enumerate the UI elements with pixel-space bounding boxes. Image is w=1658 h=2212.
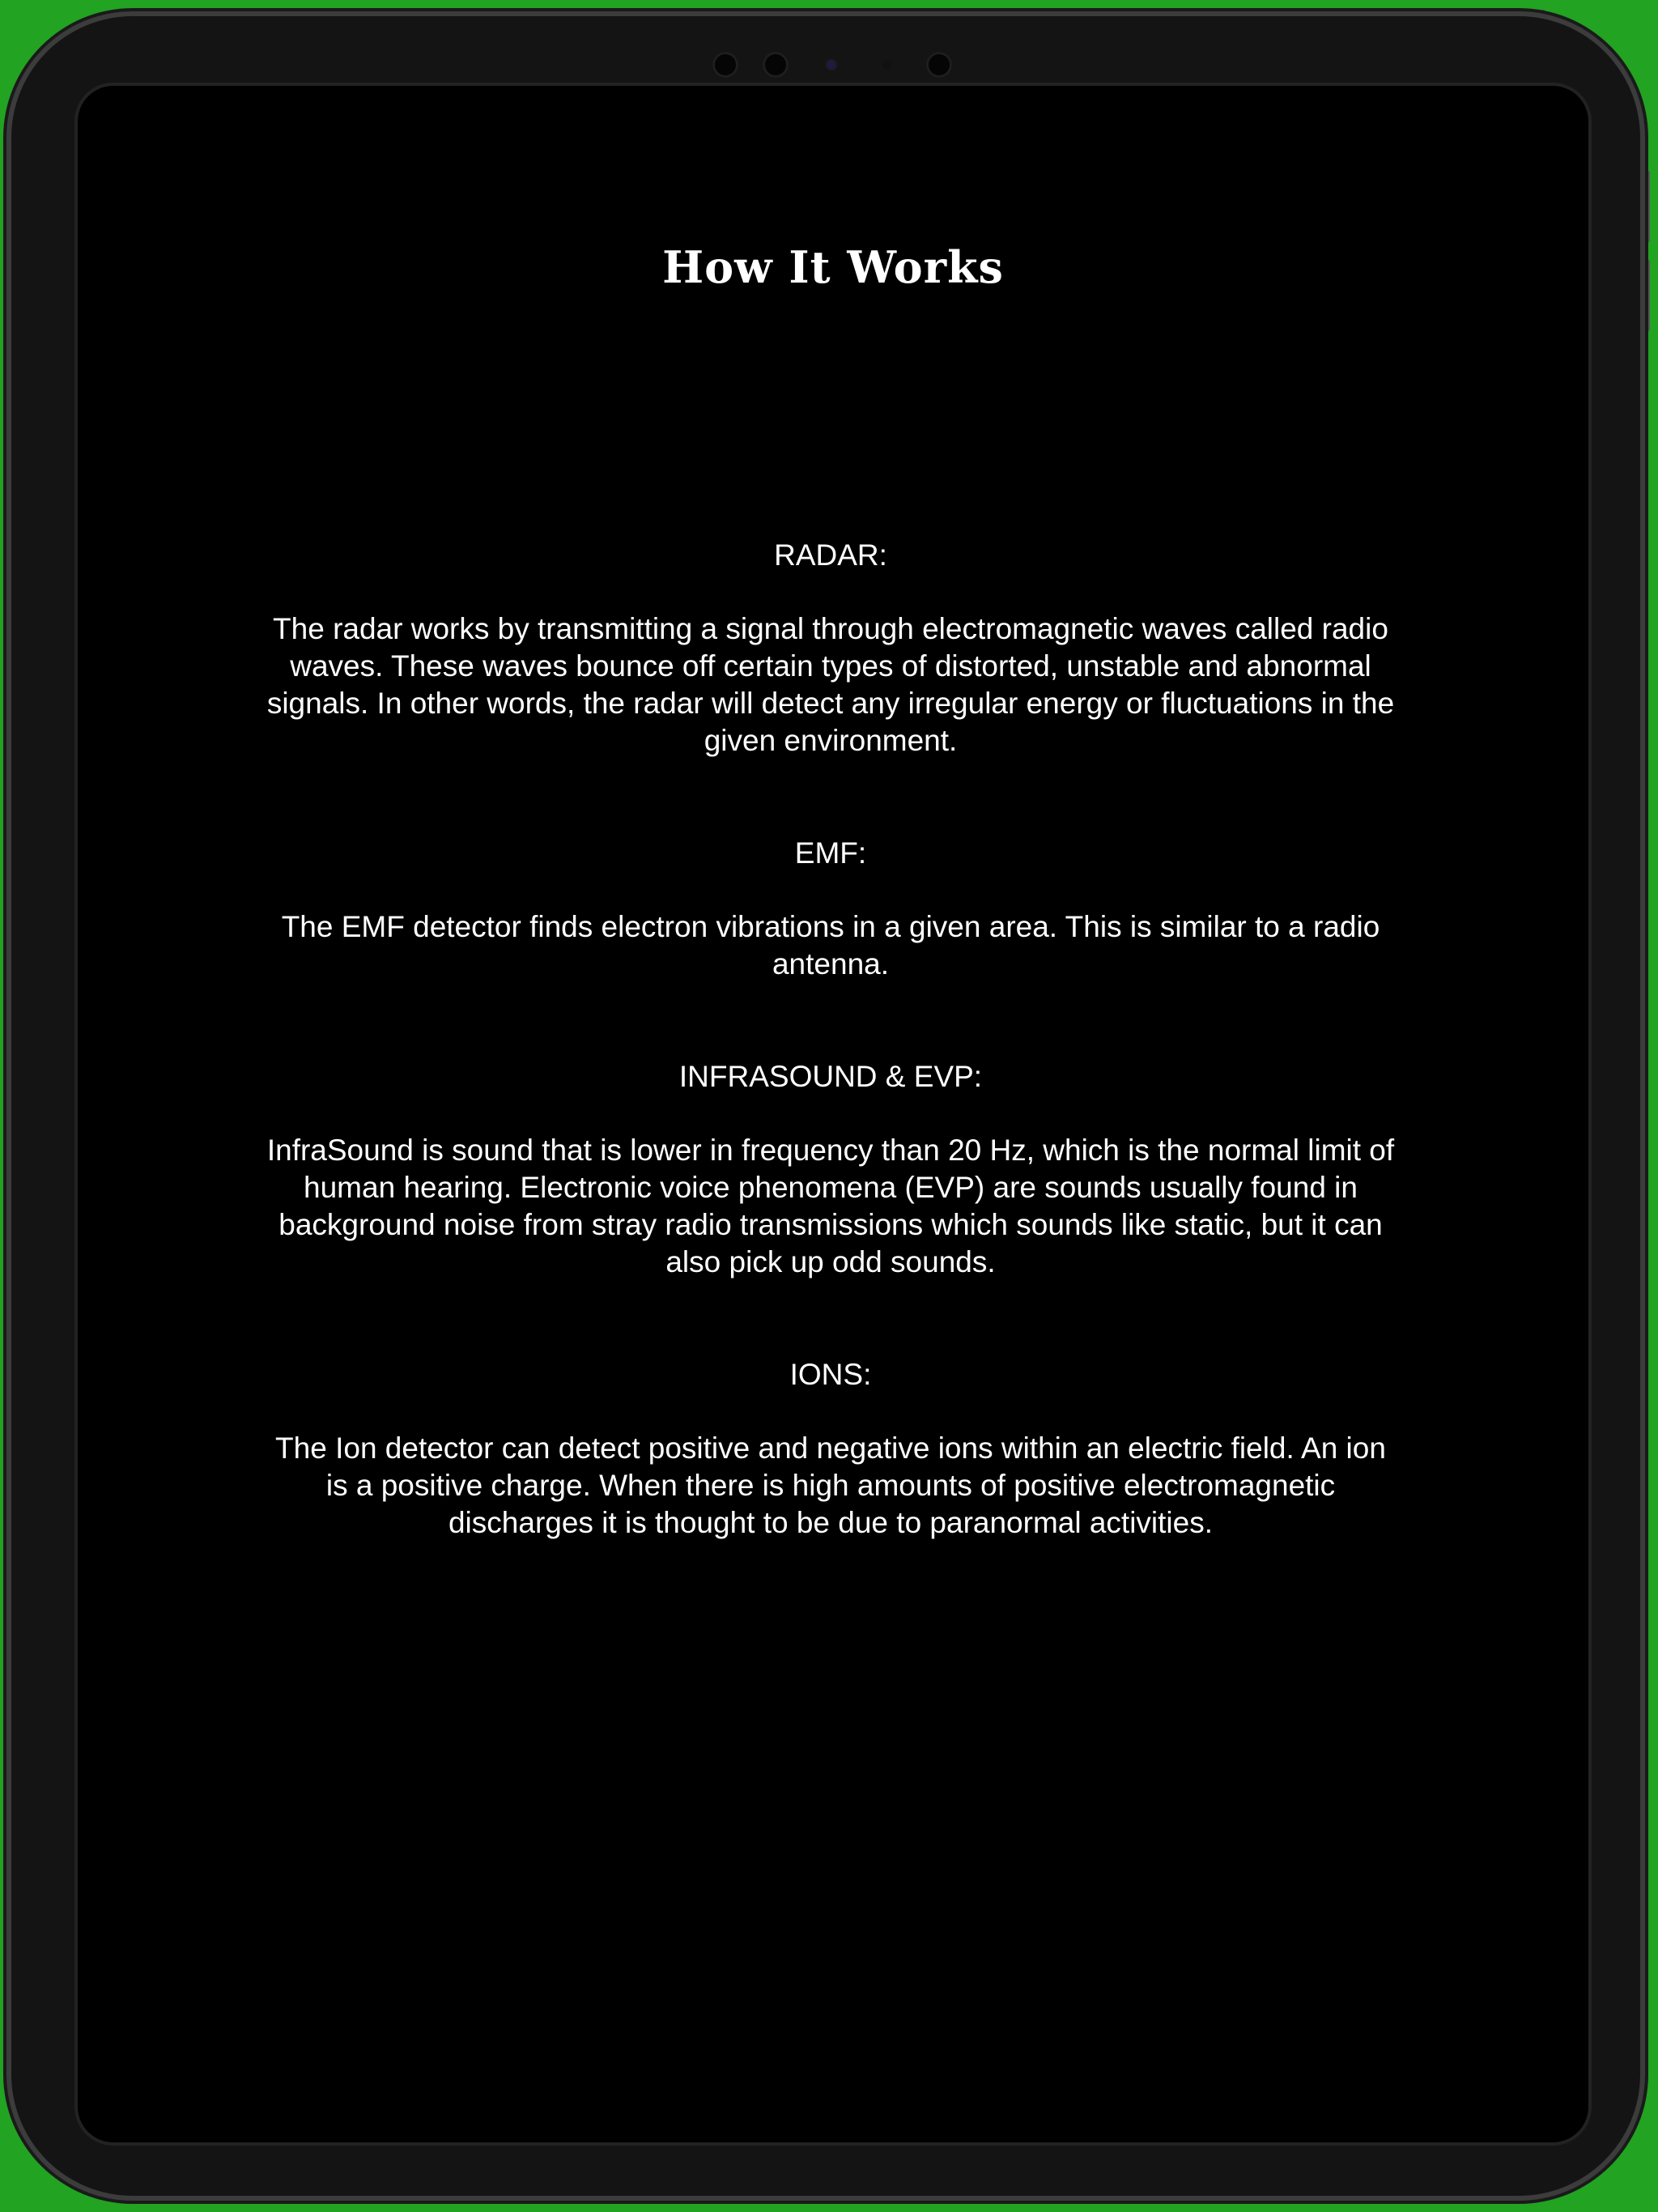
section-heading: EMF: xyxy=(794,836,867,870)
how-it-works-content xyxy=(264,536,1397,1616)
section-heading: RADAR: xyxy=(774,538,887,572)
section-radar xyxy=(264,536,1397,759)
section-heading: IONS: xyxy=(789,1358,872,1391)
tablet-frame xyxy=(11,16,1640,2196)
sensor-icon xyxy=(712,52,738,78)
camera-icon xyxy=(826,59,837,70)
section-body: The radar works by transmitting a signal through electromagnetic waves called radio waves. These waves bounce off certain types of distorted, unstable and abnormal signals. In other words, the radar will detect any irregular energy or fluctuations in the given environment. xyxy=(266,612,1395,757)
sensor-icon xyxy=(882,60,892,70)
section-body: The EMF detector finds electron vibrations in a given area. This is similar to a radio antenna. xyxy=(281,910,1380,981)
sensor-icon xyxy=(926,52,952,78)
section-emf xyxy=(264,834,1397,983)
page-title: How It Works xyxy=(662,241,1004,293)
section-ions xyxy=(264,1355,1397,1542)
section-infrasound-evp xyxy=(264,1057,1397,1281)
screen[interactable] xyxy=(78,86,1588,2142)
camera-bar xyxy=(11,49,1640,81)
section-body: InfraSound is sound that is lower in frequency than 20 Hz, which is the normal limit of human hearing. Electronic voice phenomena (EVP) are sounds usually found in background noise from stray radio transmissions which sounds like static, but it can also pick up odd sounds. xyxy=(266,1134,1395,1278)
sensor-icon xyxy=(763,52,789,78)
section-heading: INFRASOUND & EVP: xyxy=(678,1060,983,1093)
section-body: The Ion detector can detect positive and negative ions within an electric field. An ion is a positive charge. When there is high amounts of positive electromagnetic discharges it is thought to be due to paranormal activities. xyxy=(275,1431,1386,1539)
volume-up-button xyxy=(1642,170,1650,243)
volume-down-button xyxy=(1642,259,1650,332)
